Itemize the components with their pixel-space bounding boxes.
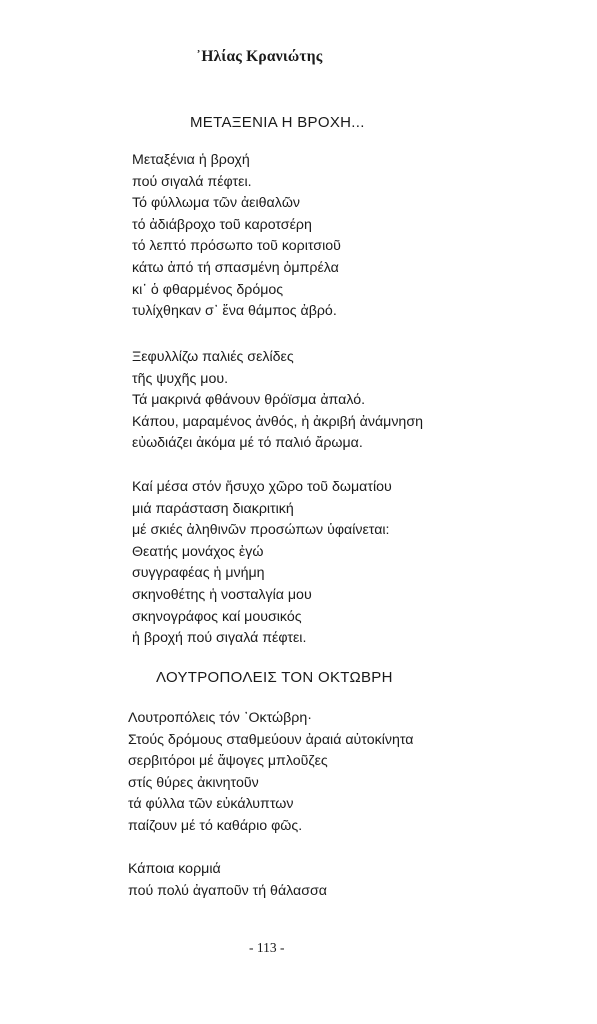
poem-line: μιά παράσταση διακριτική (132, 500, 294, 517)
stanza (128, 859, 327, 902)
poem-line: Τά μακρινά φθάνουν θρόϊσμα ἀπαλό. (132, 392, 366, 409)
poem-line: Λουτροπόλεις τόν ᾿Οκτώβρη· (128, 710, 312, 726)
stanza (128, 708, 413, 838)
poem-line: κάτω ἀπό τή σπασμένη ὀμπρέλα (132, 259, 339, 276)
poem-line: Καί μέσα στόν ἥσυχο χῶρο τοῦ δωματίου (132, 479, 392, 495)
poem-line: τυλίχθηκαν σ᾿ ἕνα θάμπος ἀβρό. (132, 303, 337, 320)
poem-line: σκηνογράφος καί μουσικός (132, 608, 302, 625)
poem-line: Κάπου, μαραμένος ἀνθός, ἡ ἀκριβή ἀνάμνηση (132, 413, 423, 430)
poem-line: τό ἀδιάβροχο τοῦ καροτσέρη (132, 216, 312, 233)
poem-line: τό λεπτό πρόσωπο τοῦ κοριτσιοῦ (132, 238, 341, 255)
poem-line: Μεταξένια ἡ βροχή (132, 152, 250, 168)
poem-line: εὐωδιάζει ἀκόμα μέ τό παλιό ἄρωμα. (132, 435, 363, 452)
author-name: ᾿Ηλίας Κρανιώτης (196, 48, 323, 65)
poem-title: ΜΕΤΑΞΕΝΙΑ Η ΒΡΟΧΗ... (190, 114, 365, 131)
poem-line: Κάποια κορμιά (128, 861, 221, 877)
stanza (132, 477, 392, 650)
stanza (132, 150, 341, 323)
poem-line: Τό φύλλωμα τῶν ἀειθαλῶν (132, 195, 301, 212)
poem-line: τῆς ψυχῆς μου. (132, 370, 229, 387)
poem-line: ἡ βροχή πού σιγαλά πέφτει. (132, 630, 307, 647)
poem-line: πού πολύ ἀγαποῦν τή θάλασσα (128, 882, 327, 899)
page-number: - 113 - (249, 940, 285, 955)
poem-line: σκηνοθέτης ἡ νοσταλγία μου (132, 586, 312, 603)
poem-line: κι᾿ ὁ φθαρμένος δρόμος (132, 281, 284, 298)
poem-line: Στούς δρόμους σταθμεύουν ἀραιά αὐτοκίνητα (128, 731, 414, 748)
poem-line: τά φύλλα τῶν εὐκάλυπτων (128, 796, 294, 813)
stanza (132, 347, 423, 455)
poem-line: στίς θύρες ἀκινητοῦν (128, 774, 259, 791)
poem-line: σερβιτόροι μέ ἄψογες μπλοῦζες (128, 753, 328, 770)
poem-line: συγγραφέας ἡ μνήμη (132, 565, 265, 582)
poem-line: μέ σκιές ἀληθινῶν προσώπων ὑφαίνεται: (132, 522, 390, 539)
poem-title: ΛΟΥΤΡΟΠΟΛΕΙΣ ΤΟΝ ΟΚΤΩΒΡΗ (156, 669, 393, 686)
poem-line: Θεατής μονάχος ἐγώ (132, 543, 264, 560)
poem-line: Ξεφυλλίζω παλιές σελίδες (132, 349, 294, 365)
poem-line: παίζουν μέ τό καθάριο φῶς. (128, 817, 303, 834)
poem-line: πού σιγαλά πέφτει. (132, 173, 252, 190)
